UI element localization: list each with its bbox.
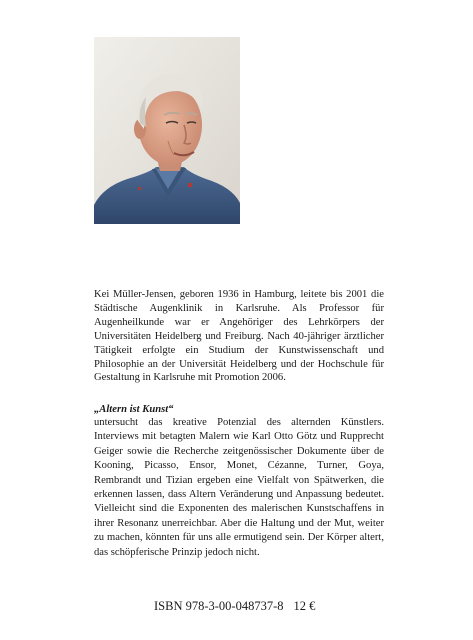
price: 12 €: [293, 599, 316, 613]
isbn-number: ISBN 978-3-00-048737-8: [154, 599, 284, 613]
author-biography: Kei Müller-Jensen, geboren 1936 in Hamburg, leitete bis 2001 die Städtische Augenklinik in Karlsruhe. Als Professor für Augenheilkunde war er Angehöriger des Lehrkörpers der Universitäten Heidelberg und Freiburg. Nach 40-jähriger ärztlicher Tätigkeit erfolgte ein Studium der Kunstwissenschaft und Philosophie an der Universität Heidelberg und der Hochschule für Gestaltung in Karlsruhe mit Promotion 2006.: [94, 289, 384, 384]
book-title: „Altern ist Kunst“: [94, 404, 174, 415]
book-description: untersucht das kreative Potenzial des alternden Künstlers. Interviews mit betagten Malern wie Karl Otto Götz und Rupprecht Geiger sowie die Recherche zeitgenössischer Dokumente über de Kooning, Picasso, Ensor, Monet, Cézanne, Turner, Goya, Rembrandt und Tizian ergeben eine Vielfalt von Spätwerken, die erkennen lassen, dass Altern Veränderung und Anpassung bedeutet. Vielleicht sind die Exponenten des malerischen Kunstschaffens in ihrer Resonanz unerreichbar. Aber die Haltung und der Mut, weiter zu machen, könnten für uns alle ermutigend sein. Der Körper altert, das schöpferische Prinzip jedoch nicht.: [94, 417, 384, 558]
author-portrait-graphic: [94, 37, 240, 224]
author-portrait: [94, 37, 240, 224]
isbn-line: [154, 599, 315, 614]
